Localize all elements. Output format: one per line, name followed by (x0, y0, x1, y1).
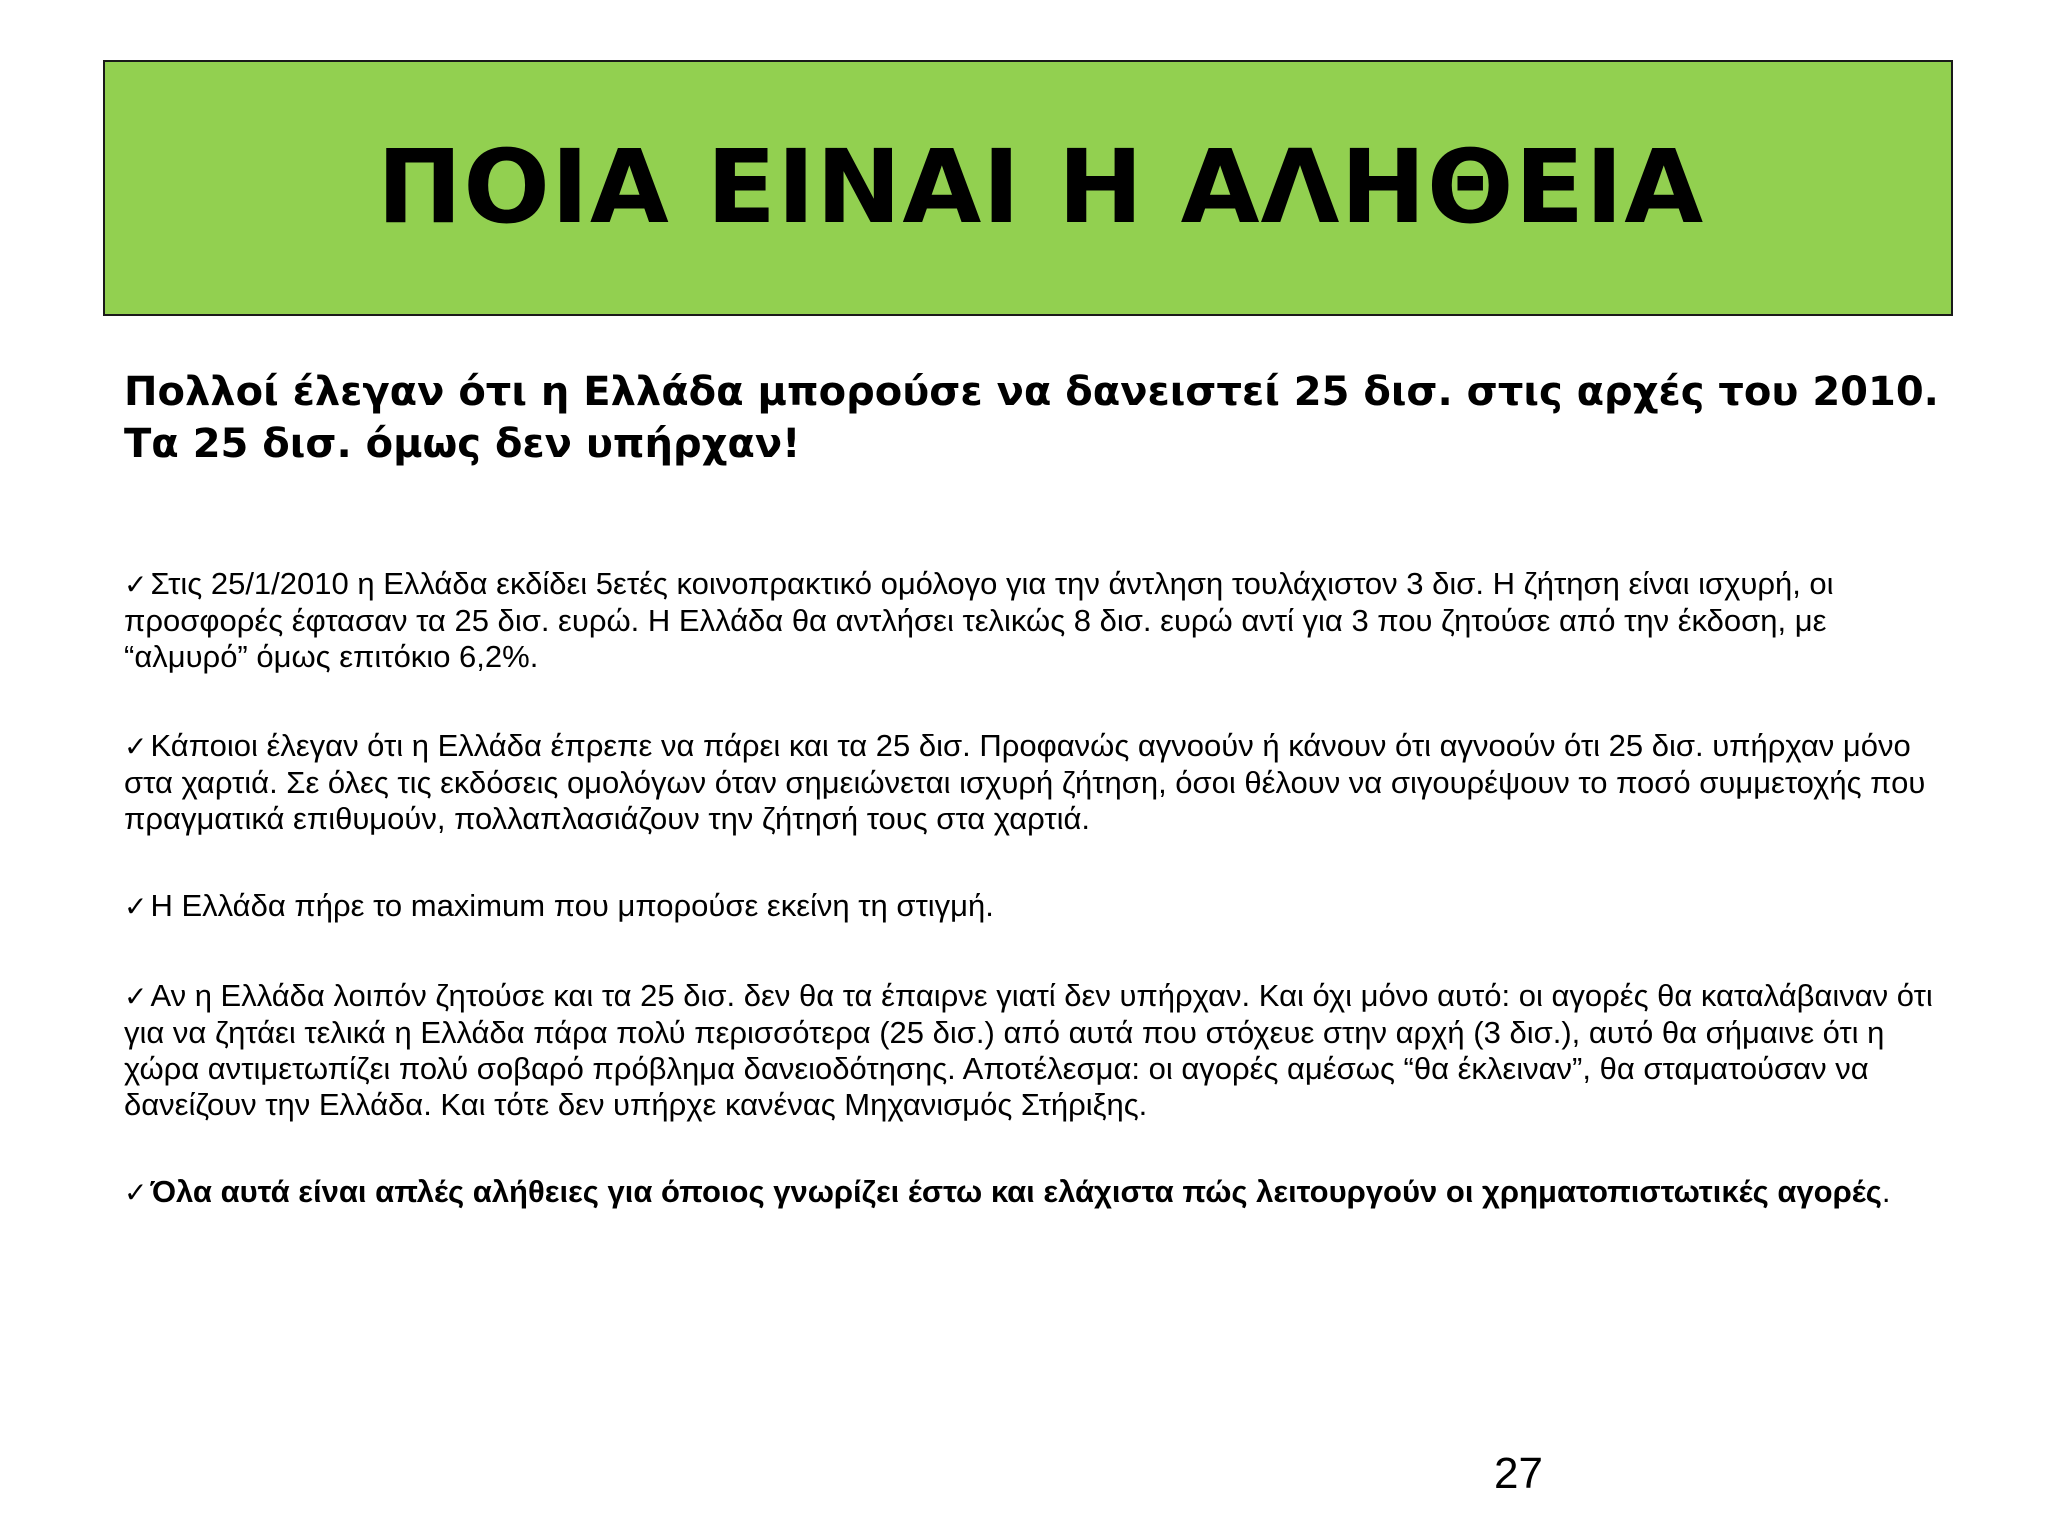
bullet-point-1 (124, 566, 1944, 675)
bullet-text: Στις 25/1/2010 η Ελλάδα εκδίδει 5ετές κοινοπρακτικό ομόλογο για την άντληση τουλάχιστον 3 δισ. Η ζήτηση είναι ισχυρή, οι προσφορές έφτασαν τα 25 δισ. ευρώ. Η Ελλάδα θα αντλήσει τελικώς 8 δισ. ευρώ αντί για 3 που ζητούσε από την έκδοση, με “αλμυρό” όμως επιτόκιο 6,2%. (124, 566, 1834, 674)
bullet-point-5 (124, 1174, 1944, 1211)
bullet-text: Αν η Ελλάδα λοιπόν ζητούσε και τα 25 δισ. δεν θα τα έπαιρνε γιατί δεν υπήρχαν. Και όχι μόνο αυτό: οι αγορές θα καταλάβαιναν ότι για να ζητάει τελικά η Ελλάδα πάρα πολύ περισσότερα (25 δισ.) από αυτά που στόχευε στην αρχή (3 δισ.), αυτό θα σήμαινε ότι η χώρα αντιμετωπίζει πολύ σοβαρό πρόβλημα δανειοδότησης. Αποτέλεσμα: οι αγορές αμέσως “θα έκλειναν”, θα σταματούσαν να δανείζουν την Ελλάδα. Και τότε δεν υπήρχε κανένας Μηχανισμός Στήριξης. (124, 978, 1933, 1122)
slide-title: ΠΟΙΑ ΕΙΝΑΙ Η ΑΛΗΘΕΙΑ (376, 128, 1705, 247)
checkmark-icon: ✓ (124, 730, 148, 763)
checkmark-icon: ✓ (124, 568, 148, 601)
checkmark-icon: ✓ (124, 980, 148, 1013)
checkmark-icon: ✓ (124, 890, 148, 923)
bullet-suffix: . (1881, 1174, 1891, 1209)
bullet-text: Η Ελλάδα πήρε το maximum που μπορούσε εκείνη τη στιγμή. (150, 888, 994, 923)
lead-paragraph: Πολλοί έλεγαν ότι η Ελλάδα μπορούσε να δανειστεί 25 δισ. στις αρχές του 2010. Τα 25 δισ. όμως δεν υπήρχαν! (124, 369, 1939, 467)
checkmark-icon: ✓ (124, 1176, 148, 1209)
bullet-point-4 (124, 978, 1944, 1123)
title-banner (103, 60, 1953, 316)
bullet-text: Όλα αυτά είναι απλές αλήθειες για όποιος γνωρίζει έστω και ελάχιστα πώς λειτουργούν οι χρηματοπιστωτικές αγορές (150, 1174, 1882, 1209)
page-number: 27 (1494, 1449, 1543, 1498)
bullet-text: Κάποιοι έλεγαν ότι η Ελλάδα έπρεπε να πάρει και τα 25 δισ. Προφανώς αγνοούν ή κάνουν ότι αγνοούν ότι 25 δισ. υπήρχαν μόνο στα χαρτιά. Σε όλες τις εκδόσεις ομολόγων όταν σημειώνεται ισχυρή ζήτηση, όσοι θέλουν να σιγουρέψουν το ποσό συμμετοχής που πραγματικά επιθυμούν, πολλαπλασιάζουν την ζήτησή τους στα χαρτιά. (124, 728, 1926, 836)
bullet-point-3 (124, 888, 1944, 925)
bullet-point-2 (124, 728, 1944, 837)
